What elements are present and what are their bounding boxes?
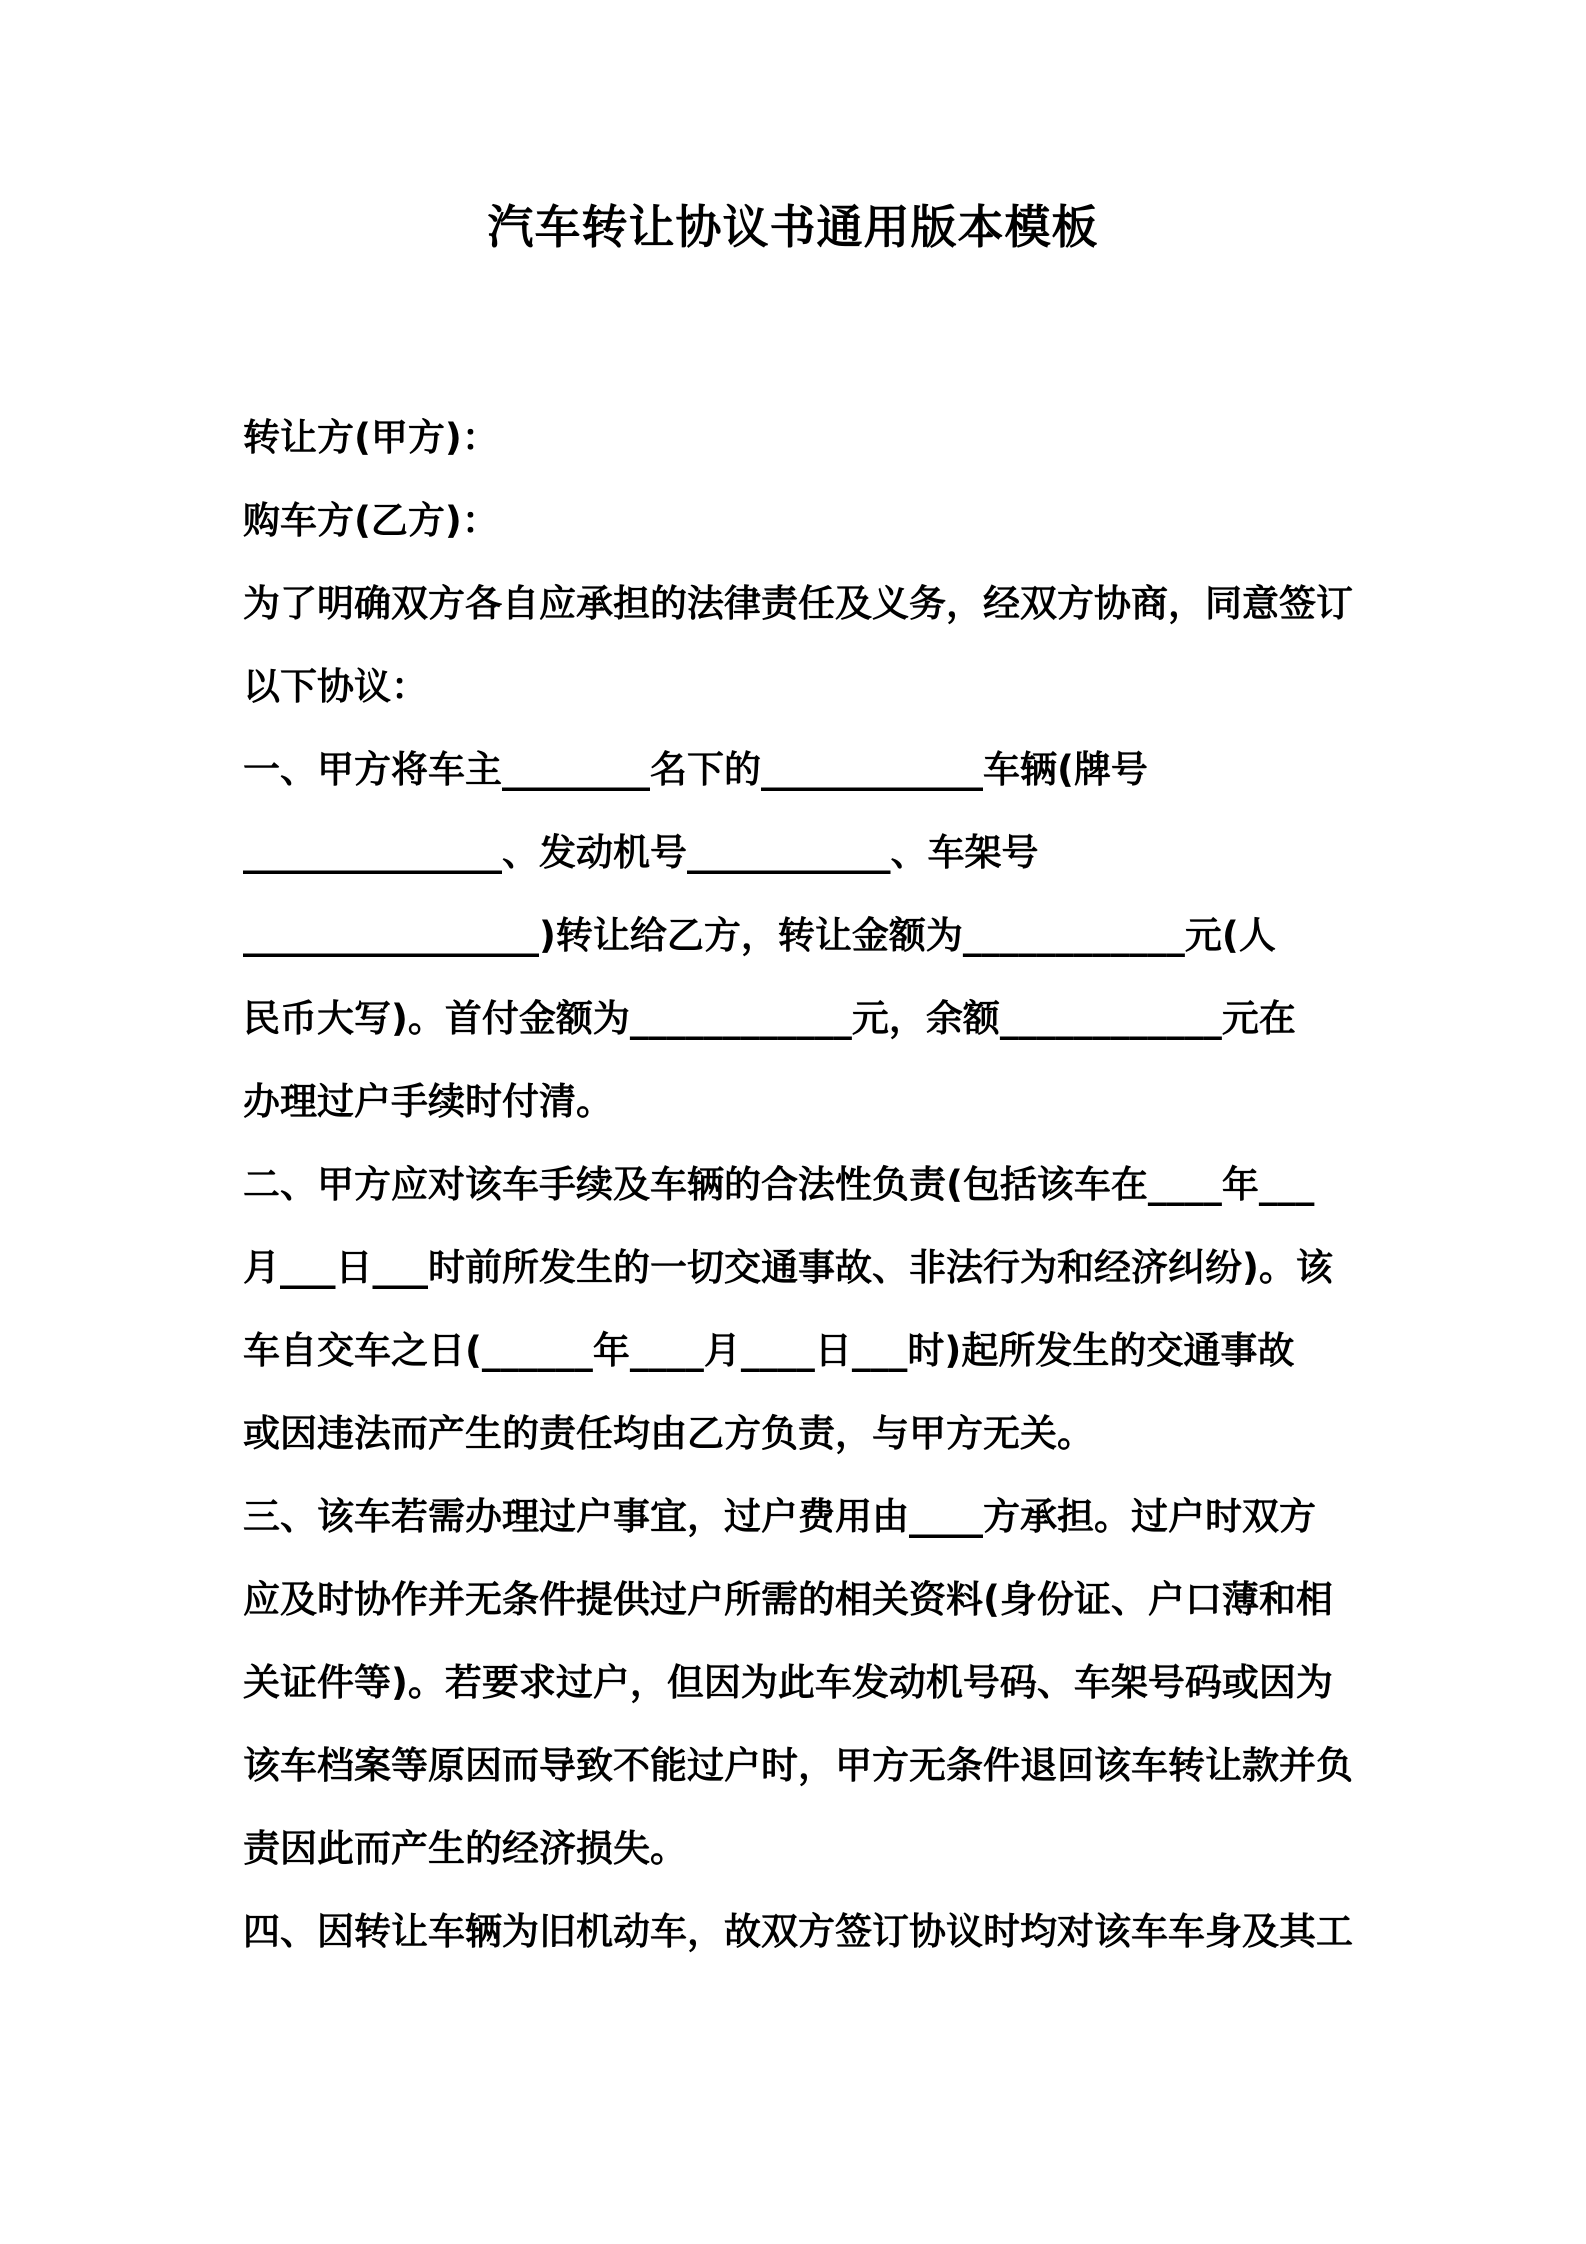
clause-1-line-1: 一、甲方将车主________名下的____________车辆(牌号 — [243, 748, 1148, 791]
buyer-line: 购车方(乙方)： — [243, 499, 499, 542]
clause-2-line-2: 月___日___时前所发生的一切交通事故、非法行为和经济纠纷)。该 — [243, 1246, 1333, 1289]
preamble-line-2: 以下协议： — [243, 665, 428, 708]
preamble-line-1: 为了明确双方各自应承担的法律责任及义务，经双方协商，同意签订 — [243, 582, 1353, 625]
clause-3-line-5: 责因此而产生的经济损失。 — [243, 1827, 687, 1870]
clause-1-line-4: 民币大写)。首付金额为____________元，余额____________元在 — [243, 997, 1296, 1040]
clause-3-line-3: 关证件等)。若要求过户，但因为此车发动机号码、车架号码或因为 — [243, 1661, 1333, 1704]
clause-1-line-3: ________________)转让给乙方，转让金额为____________元(人 — [243, 914, 1276, 957]
clause-1-line-2: ______________、发动机号___________、车架号 — [243, 831, 1039, 874]
clause-4-line-1: 四、因转让车辆为旧机动车，故双方签订协议时均对该车车身及其工 — [243, 1910, 1353, 1953]
clause-2-line-1: 二、甲方应对该车手续及车辆的合法性负责(包括该车在____年___ — [243, 1163, 1315, 1206]
document-title: 汽车转让协议书通用版本模板 — [487, 200, 1099, 254]
clause-3-line-4: 该车档案等原因而导致不能过户时，甲方无条件退回该车转让款并负 — [243, 1744, 1353, 1787]
clause-2-line-3: 车自交车之日(______年____月____日___时)起所发生的交通事故 — [243, 1329, 1295, 1372]
clause-3-line-1: 三、该车若需办理过户事宜，过户费用由____方承担。过户时双方 — [243, 1495, 1316, 1538]
clause-1-line-5: 办理过户手续时付清。 — [243, 1080, 613, 1123]
document-body — [243, 396, 1353, 1973]
clause-2-line-4: 或因违法而产生的责任均由乙方负责，与甲方无关。 — [243, 1412, 1094, 1455]
clause-3-line-2: 应及时协作并无条件提供过户所需的相关资料(身份证、户口薄和相 — [243, 1578, 1333, 1621]
transferor-line: 转让方(甲方)： — [243, 416, 499, 459]
